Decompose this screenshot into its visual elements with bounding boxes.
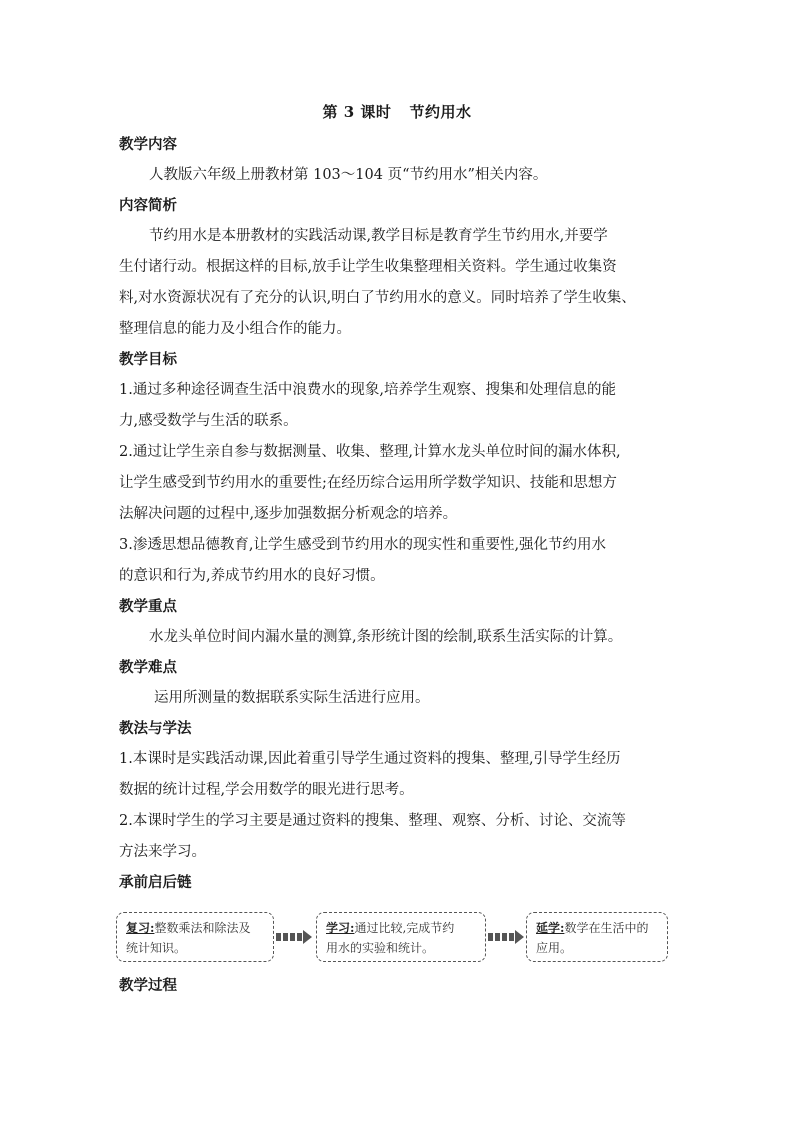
chain-box-extend	[526, 912, 668, 962]
chain-text: 用水的实验和统计。	[326, 941, 435, 955]
key-points-text: 水龙头单位时间内漏水量的测算,条形统计图的绘制,联系生活实际的计算。	[149, 629, 623, 645]
analysis-line: 生付诸行动。根据这样的目标,放手让学生收集整理相关资料。学生通过收集资	[119, 259, 617, 275]
lesson-body	[119, 130, 679, 898]
method-item-1	[119, 744, 679, 806]
chain-box-review	[116, 912, 274, 962]
chain-text: 数学在生活中的	[564, 921, 649, 935]
chain-arrow-icon	[276, 930, 312, 944]
method-line: 数据的统计过程,学会用数学的眼光进行思考。	[119, 782, 414, 798]
analysis-line: 料,对水资源状况有了充分的认识,明白了节约用水的意义。同时培养了学生收集、	[119, 290, 636, 306]
heading-process: 教学过程	[119, 978, 177, 994]
chain-text: 通过比较,完成节约	[354, 921, 455, 935]
method-line: 方法来学习。	[119, 844, 206, 860]
heading-analysis: 内容简析	[119, 198, 177, 214]
chain-text: 统计知识。	[126, 941, 187, 955]
goal-line: 1.通过多种途径调查生活中浪费水的现象,培养学生观察、搜集和处理信息的能	[119, 382, 616, 398]
heading-goals: 教学目标	[119, 352, 177, 368]
method-line: 1.本课时是实践活动课,因此着重引导学生通过资料的搜集、整理,引导学生经历	[119, 751, 621, 767]
content-text: 人教版六年级上册教材第 103～104 页“节约用水”相关内容。	[149, 167, 548, 183]
chain-tag: 复习:	[126, 921, 155, 935]
method-item-2	[119, 806, 679, 868]
goal-line: 2.通过让学生亲自参与数据测量、收集、整理,计算水龙头单位时间的漏水体积,	[119, 444, 621, 460]
chain-text: 应用。	[536, 941, 573, 955]
lesson-number: 第 3 课时	[322, 103, 392, 121]
chain-text: 整数乘法和除法及	[154, 921, 251, 935]
method-line: 2.本课时学生的学习主要是通过资料的搜集、整理、观察、分析、讨论、交流等	[119, 813, 626, 829]
chain-tag: 学习:	[326, 921, 355, 935]
goal-line: 的意识和行为,养成节约用水的良好习惯。	[119, 568, 385, 584]
heading-chain: 承前启后链	[119, 875, 192, 891]
goal-item-1	[119, 375, 679, 437]
lesson-title	[0, 101, 794, 122]
heading-difficulty: 教学难点	[119, 660, 177, 676]
chain-arrow-icon	[488, 930, 524, 944]
difficulty-text: 运用所测量的数据联系实际生活进行应用。	[154, 690, 430, 706]
lesson-topic: 节约用水	[409, 103, 472, 121]
chain-tag: 延学:	[536, 921, 565, 935]
analysis-line: 整理信息的能力及小组合作的能力。	[119, 321, 351, 337]
goal-line: 法解决问题的过程中,逐步加强数据分析观念的培养。	[119, 506, 458, 522]
analysis-text	[119, 221, 679, 345]
heading-content: 教学内容	[119, 137, 177, 153]
chain-box-learn	[316, 912, 486, 962]
heading-key-points: 教学重点	[119, 599, 177, 615]
goal-line: 让学生感受到节约用水的重要性;在经历综合运用所学数学知识、技能和思想方	[119, 475, 617, 491]
analysis-line: 节约用水是本册教材的实践活动课,教学目标是教育学生节约用水,并要学	[149, 228, 608, 244]
goal-item-2	[119, 437, 679, 530]
heading-methods: 教法与学法	[119, 721, 192, 737]
goal-line: 力,感受数学与生活的联系。	[119, 413, 298, 429]
goal-line: 3.渗透思想品德教育,让学生感受到节约用水的现实性和重要性,强化节约用水	[119, 537, 607, 553]
learning-chain-diagram	[116, 912, 672, 966]
goal-item-3	[119, 530, 679, 592]
